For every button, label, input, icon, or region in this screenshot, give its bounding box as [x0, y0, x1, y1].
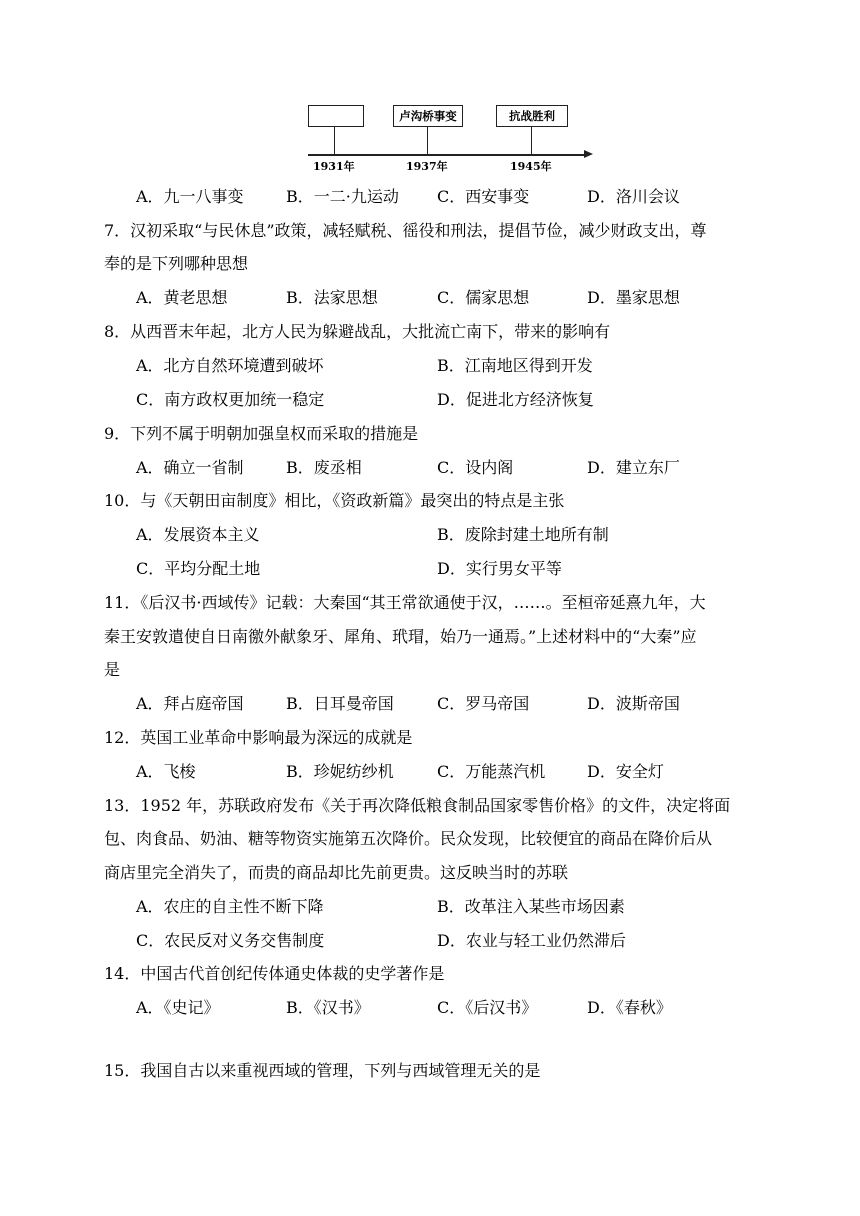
q7-option-b: B．法家思想	[286, 288, 378, 307]
timeline-arrow-icon	[584, 150, 593, 158]
q14-option-a: A．《史记》	[136, 998, 220, 1017]
q13-stem-line3: 商店里完全消失了，而贵的商品却比先前更贵。这反映当时的苏联	[104, 863, 569, 882]
q9-option-c: C．设内阁	[437, 458, 514, 477]
q10-option-c: C．平均分配土地	[136, 559, 261, 578]
q13-option-a: A．农庄的自主性不断下降	[136, 897, 324, 916]
q7-stem-line1: 7．汉初采取“与民休息”政策，减轻赋税、徭役和刑法，提倡节俭，减少财政支出，尊	[104, 221, 707, 240]
q13-option-b: B．改革注入某些市场因素	[437, 897, 625, 916]
q9-stem: 9．下列不属于明朝加强皇权而采取的措施是	[104, 424, 419, 443]
timeline-year-1945: 1945年	[510, 160, 552, 173]
q12-option-d: D．安全灯	[587, 762, 664, 781]
q12-option-a: A．飞梭	[136, 762, 196, 781]
q15-stem: 15．我国自古以来重视西域的管理，下列与西域管理无关的是	[104, 1061, 541, 1080]
q12-option-b: B．珍妮纺纱机	[286, 762, 394, 781]
timeline-tick-1937	[427, 127, 428, 155]
timeline-tick-1931	[334, 127, 335, 155]
q14-option-c: C．《后汉书》	[437, 998, 538, 1017]
timeline-tick-1945	[531, 127, 532, 155]
q10-option-d: D．实行男女平等	[437, 559, 562, 578]
timeline-box-lugouqiao: 卢沟桥事变	[393, 105, 463, 127]
q9-option-d: D．建立东厂	[587, 458, 680, 477]
timeline-year-1937: 1937年	[406, 160, 448, 173]
q6-option-b: B．一二·九运动	[286, 187, 399, 206]
q6-option-c: C．西安事变	[437, 187, 530, 206]
q9-option-a: A．确立一省制	[136, 458, 244, 477]
q14-stem: 14．中国古代首创纪传体通史体裁的史学著作是	[104, 964, 445, 983]
q12-option-c: C．万能蒸汽机	[437, 762, 546, 781]
q6-option-d: D．洛川会议	[587, 187, 680, 206]
timeline-axis	[308, 154, 588, 156]
timeline-box-victory: 抗战胜利	[496, 105, 568, 127]
q14-option-d: D．《春秋》	[587, 998, 672, 1017]
q11-option-b: B．日耳曼帝国	[286, 694, 394, 713]
q11-option-d: D．波斯帝国	[587, 694, 680, 713]
q8-option-d: D．促进北方经济恢复	[437, 390, 594, 409]
q7-option-c: C．儒家思想	[437, 288, 530, 307]
q11-stem-line3: 是	[104, 660, 121, 679]
q7-stem-line2: 奉的是下列哪种思想	[104, 254, 249, 273]
q11-option-a: A．拜占庭帝国	[136, 694, 244, 713]
q8-option-c: C．南方政权更加统一稳定	[136, 390, 325, 409]
q8-option-a: A．北方自然环境遭到破坏	[136, 356, 324, 375]
q9-option-b: B．废丞相	[286, 458, 362, 477]
q10-option-b: B．废除封建土地所有制	[437, 525, 609, 544]
timeline-blank-box	[308, 105, 364, 127]
q11-stem-line2: 秦王安敦遣使自日南徼外献象牙、犀角、玳瑁，始乃一通焉。”上述材料中的“大秦”应	[104, 627, 697, 646]
q8-option-b: B．江南地区得到开发	[437, 356, 593, 375]
q13-stem-line1: 13．1952 年，苏联政府发布《关于再次降低粮食制品国家零售价格》的文件，决定将面	[104, 796, 731, 815]
q11-stem-line1: 11．《后汉书·西域传》记载：大秦国“其王常欲通使于汉，……。至桓帝延熹九年，大	[104, 593, 706, 612]
q8-stem: 8．从西晋末年起，北方人民为躲避战乱，大批流亡南下，带来的影响有	[104, 322, 611, 341]
q11-option-c: C．罗马帝国	[437, 694, 530, 713]
q14-option-b: B．《汉书》	[286, 998, 370, 1017]
timeline-year-1931: 1931年	[313, 160, 355, 173]
q7-option-d: D．墨家思想	[587, 288, 680, 307]
q10-option-a: A．发展资本主义	[136, 525, 260, 544]
timeline-diagram	[300, 96, 600, 176]
q7-option-a: A．黄老思想	[136, 288, 228, 307]
q13-stem-line2: 包、肉食品、奶油、糖等物资实施第五次降价。民众发现，比较便宜的商品在降价后从	[104, 829, 713, 848]
q12-stem: 12．英国工业革命中影响最为深远的成就是	[104, 728, 413, 747]
q10-stem: 10．与《天朝田亩制度》相比，《资政新篇》最突出的特点是主张	[104, 491, 565, 510]
q13-option-c: C．农民反对义务交售制度	[136, 931, 325, 950]
q13-option-d: D．农业与轻工业仍然滞后	[437, 931, 626, 950]
q6-option-a: A．九一八事变	[136, 187, 244, 206]
